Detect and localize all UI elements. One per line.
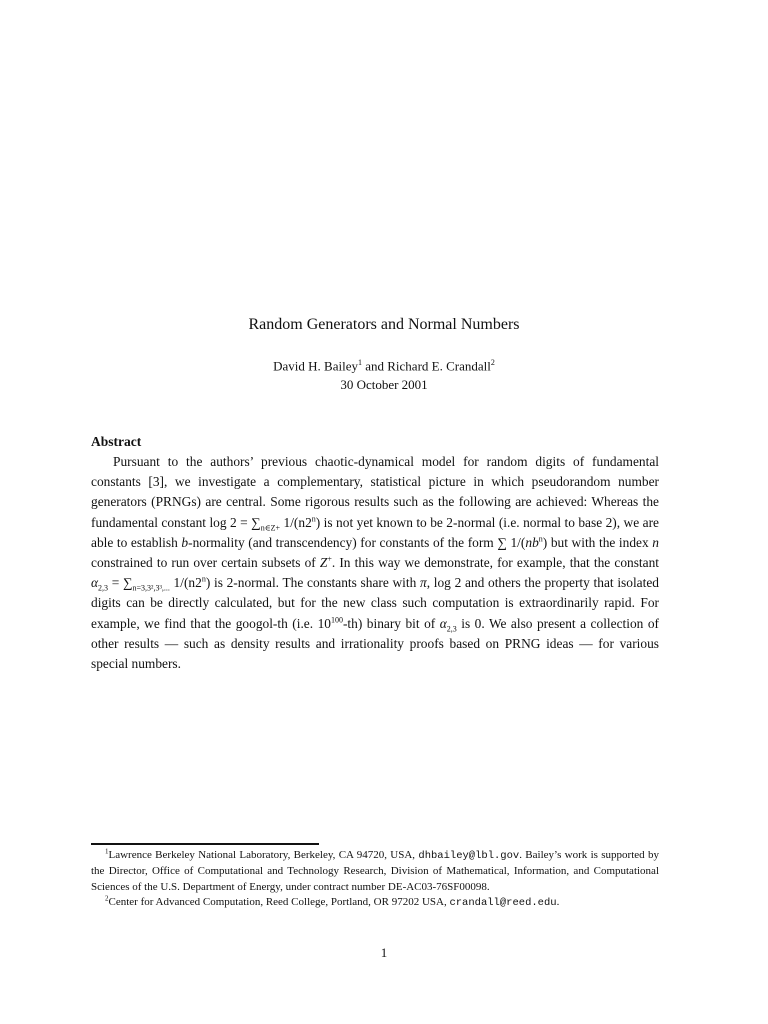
math-superscript: n [311,514,316,524]
abstract-text: -normality (and transcendency) for constants of the form ∑ 1/( [188,534,526,550]
paper-title: Random Generators and Normal Numbers [248,316,520,333]
footnote-2-rest: . [556,896,560,909]
math-italic: α [91,575,99,591]
math-subscript: 2,3 [446,624,457,634]
math-italic: α [439,615,447,631]
math-italic: Z [319,555,328,571]
abstract-text: 1/(n2 [280,514,312,530]
footnote-2-email: crandall@reed.edu [449,897,557,910]
paper-date: 30 October 2001 [340,377,428,392]
abstract-text: ) is 2-normal. The constants share with [205,575,420,591]
author-1: David H. Bailey [273,358,358,374]
footnote-2 [91,895,659,911]
abstract-text: ) is not yet known to be 2-normal (i.e. normal to base 2), we are able to establish [91,514,659,550]
abstract-heading: Abstract [91,434,142,449]
page-number: 1 [380,945,388,960]
footnote-2-text: Center for Advanced Computation, Reed College, Portland, OR 97202 USA, [108,896,450,909]
abstract-text: constrained to run over certain subsets of [91,555,320,571]
abstract-text: 1/(n2 [169,575,202,591]
footnote-1-email: dhbailey@lbl.gov [418,850,520,862]
math-italic: π [420,575,427,591]
abstract-text: is 0. We also present a collection of other results — such as density results and irrationality proofs based on PRNG ideas — for various special numbers. [91,615,659,672]
author-join: and [361,358,388,374]
math-superscript: + [327,554,332,564]
math-superscript: 100 [330,615,343,625]
math-superscript: n [538,534,543,544]
author-2-footnote-mark: 2 [490,358,495,367]
abstract-text: = ∑ [108,575,133,591]
footnote-1 [91,848,659,895]
math-italic: n [652,534,659,550]
abstract-text: , log 2 and others the property that isolated digits can be directly calculated, but for the new class such computation is extraordinarily rapid. For example, we find that the googol-th (i.e. 10 [91,575,659,631]
author-2: Richard E. Crandall [387,358,491,374]
math-subscript: n∈Z+ [260,523,281,533]
footnote-1-mark: 1 [105,847,109,856]
footnote-2-mark: 2 [105,894,109,903]
footnote-1-text: Lawrence Berkeley National Laboratory, Berkeley, CA 94720, USA, [108,849,419,861]
abstract-text: -th) binary bit of [342,615,440,631]
math-subscript: n=3,3²,3³,... [132,583,170,593]
footnote-divider [91,843,319,845]
math-superscript: n [201,574,206,584]
footnote-1-rest: . Bailey’s work is supported by the Director, Office of Computational and Technology Research, Division of Mathematical, Information, and Computational Sciences of the U.S. Department of Energy, under contract number DE-AC03-76SF00098. [91,849,659,893]
math-italic: b [181,534,189,550]
abstract-body [91,452,659,674]
footnotes [91,848,659,912]
author-1-footnote-mark: 1 [357,358,362,367]
math-italic: nb [525,534,539,550]
abstract-text: Pursuant to the authors’ previous chaotic-dynamical model for random digits of fundamental constants [3], we investigate a complementary, statistical picture in which pseudorandom number generators (PRNGs) are central. Some rigorous results such as the following are achieved: Whereas the fundamental constant log 2 = ∑ [91,454,659,530]
abstract-text: . In this way we demonstrate, for example, that the constant [331,555,660,571]
abstract-text: ) but with the index [542,534,653,550]
math-subscript: 2,3 [98,583,109,593]
author-line [0,358,768,374]
